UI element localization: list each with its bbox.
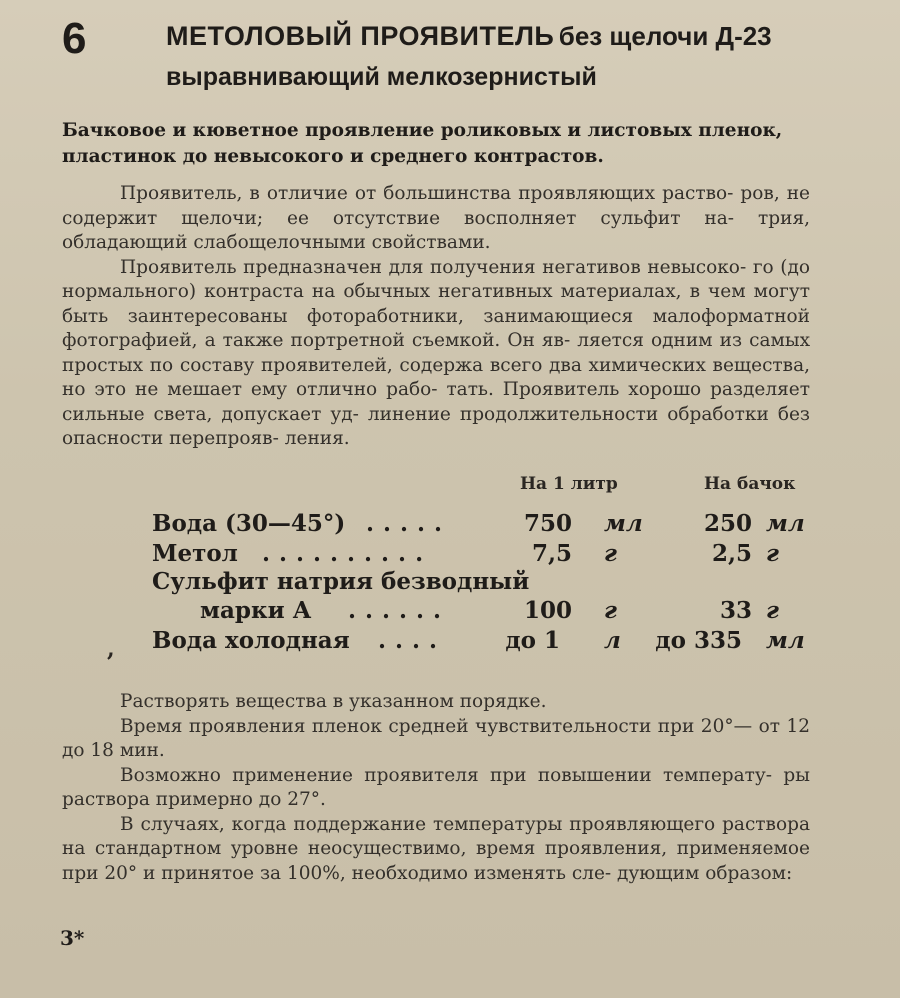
instruction-text — [62, 690, 810, 886]
unit-liter: мл — [604, 510, 643, 537]
qty-liter: 7,5 — [531, 540, 572, 567]
title-main: МЕТОЛОВЫЙ ПРОЯВИТЕЛЬ — [166, 21, 555, 51]
unit-tank: мл — [766, 627, 805, 654]
paragraph: Проявитель, в отличие от большинства проявляющих раство- ров, не содержит щелочи; ее отсутствие восполняет сульфит на- трия, обладающий слабощелочными свойствами. — [62, 183, 810, 253]
title-line2: выравнивающий мелкозернистый — [166, 63, 597, 91]
leader-dots: ..... — [366, 510, 452, 537]
intro-text — [62, 182, 810, 452]
qty-tank: до 335 — [655, 627, 742, 654]
signature-mark: 3* — [60, 926, 85, 950]
unit-liter: л — [604, 627, 621, 654]
ingredient-name: марки А — [200, 597, 312, 624]
ingredient-name: Сульфит натрия безводный — [152, 568, 530, 595]
qty-liter: до 1 — [505, 627, 560, 654]
unit-liter: г — [604, 597, 617, 624]
pencil-mark: , — [107, 636, 115, 662]
ingredient-name: Вода холодная — [152, 627, 350, 654]
leader-dots: .... — [378, 627, 447, 654]
leader-dots: ...... — [348, 597, 451, 624]
unit-tank: мл — [766, 510, 805, 537]
column-header-tank: На бачок — [704, 474, 796, 494]
column-header-liter: На 1 литр — [520, 474, 618, 494]
qty-tank: 250 — [703, 510, 752, 537]
paragraph: Проявитель предназначен для получения негативов невысоко- го (до нормального) контраста на обычных негативных материалах, в чем могут быть заинтересованы фотоработники, занимающиеся малоформатной фотографией, а также портретной съемкой. Он яв- ляется одним из самых простых по составу проявителей, содержа всего два химических вещества, но это не мешает ему отлично рабо- тать. Проявитель хорошо разделяет сильные света, допускает уд- линение продолжительности обработки без опасности перепрояв- ления. — [62, 256, 811, 449]
recipe-number: 6 — [62, 14, 87, 63]
unit-tank: г — [766, 540, 779, 567]
ingredient-name: Метол — [152, 540, 238, 567]
recipe-title — [166, 18, 866, 95]
unit-liter: г — [604, 540, 617, 567]
qty-tank: 33 — [719, 597, 752, 624]
unit-tank: г — [766, 597, 779, 624]
usage-subtitle — [62, 118, 822, 170]
paragraph: Возможно применение проявителя при повышении температу- ры раствора примерно до 27°. — [62, 764, 810, 810]
leader-dots: .......... — [262, 540, 433, 567]
ingredient-name: Вода (30—45°) — [152, 510, 346, 537]
subtitle-line: Бачковое и кюветное проявление роликовых и листовых пленок, — [62, 120, 783, 141]
paragraph: Растворять вещества в указанном порядке. — [120, 691, 547, 712]
qty-liter: 750 — [523, 510, 572, 537]
title-suffix: без щелочи Д-23 — [558, 21, 772, 51]
subtitle-line: пластинок до невысокого и среднего контрастов. — [62, 146, 604, 167]
qty-liter: 100 — [523, 597, 572, 624]
qty-tank: 2,5 — [711, 540, 752, 567]
paragraph: Время проявления пленок средней чувствительности при 20°— от 12 до 18 мин. — [62, 715, 810, 761]
paragraph: В случаях, когда поддержание температуры проявляющего раствора на стандартном уровне неосуществимо, время проявления, применяемое при 20° и принятое за 100%, необходимо изменять сле- дующим образом: — [62, 813, 810, 884]
